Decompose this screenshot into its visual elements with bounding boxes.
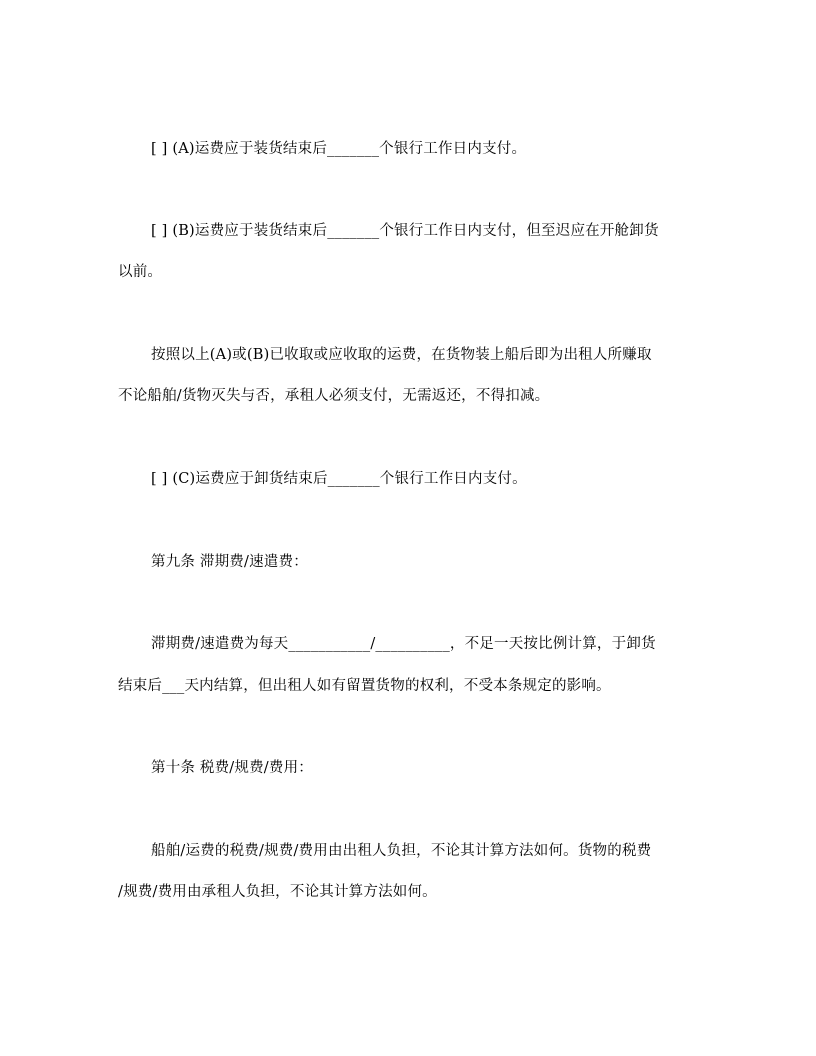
clause-option-b-line-2: 以前。	[118, 264, 163, 280]
clause-option-c: [ ] (C)运费应于卸货结束后_______个银行工作日内支付。	[151, 471, 527, 487]
demurrage-paragraph-line-2: 结束后___天内结算，但出租人如有留置货物的权利，不受本条规定的影响。	[118, 678, 611, 694]
article-9-heading: 第九条 滞期费/速遣费：	[151, 554, 308, 570]
clause-option-b-line-1: [ ] (B)运费应于装货结束后_______个银行工作日内支付，但至迟应在开舱卸货	[151, 223, 659, 239]
taxes-paragraph-line-2: /规费/费用由承租人负担，不论其计算方法如何。	[118, 884, 437, 900]
freight-earned-paragraph-line-1: 按照以上(A)或(B)已收取或应收取的运费，在货物装上船后即为出租人所赚取	[151, 347, 652, 363]
freight-earned-paragraph-line-2: 不论船舶/货物灭失与否，承租人必须支付，无需返还，不得扣减。	[118, 388, 550, 404]
taxes-paragraph-line-1: 船舶/运费的税费/规费/费用由出租人负担，不论其计算方法如何。货物的税费	[151, 843, 652, 859]
demurrage-paragraph-line-1: 滞期费/速遣费为每天___________/__________，不足一天按比例计算，于卸货	[151, 636, 656, 652]
article-10-heading: 第十条 税费/规费/费用：	[151, 760, 313, 776]
clause-option-a: [ ] (A)运费应于装货结束后_______个银行工作日内支付。	[151, 141, 527, 157]
